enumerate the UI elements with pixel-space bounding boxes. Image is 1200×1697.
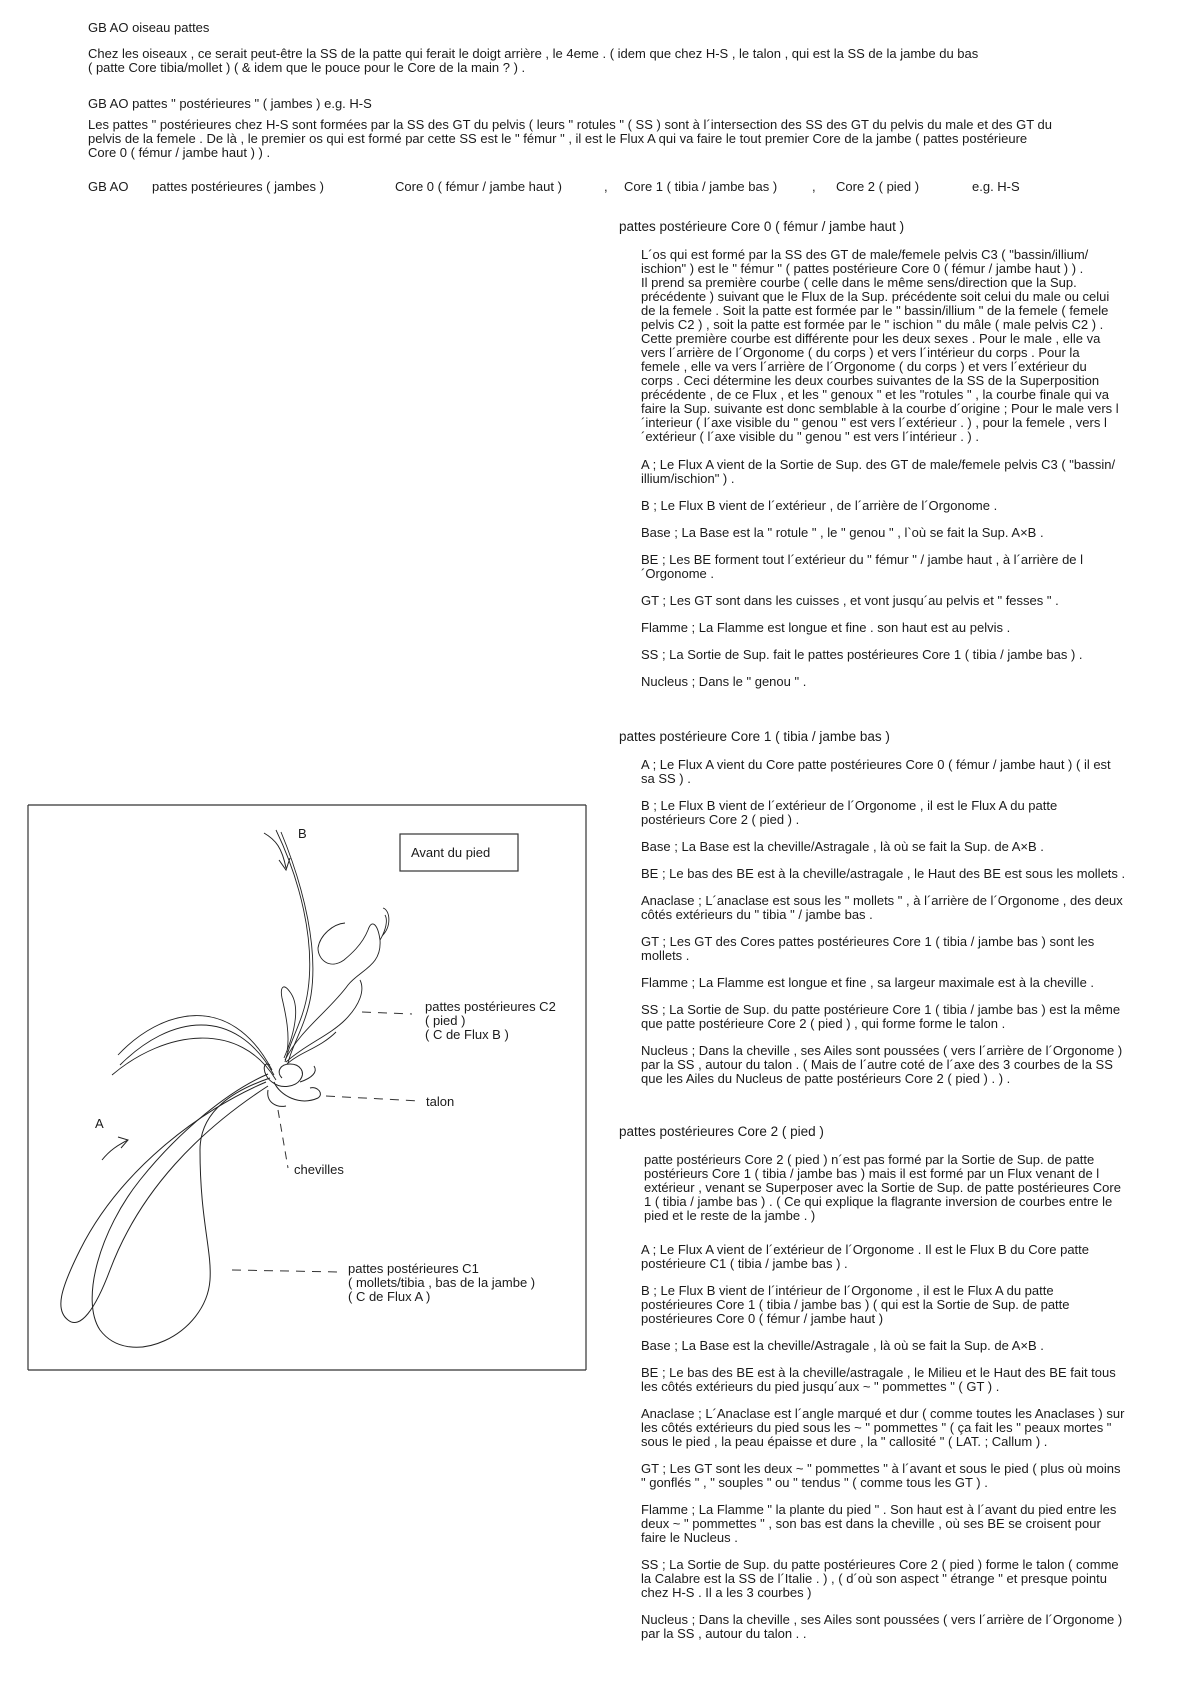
- core2-item-flamme: Flamme ; La Flamme " la plante du pied " . Son haut est à l´avant du pied entre les deux ~ " pommettes " , son bas est dans la cheville , où ses BE se croisent pour faire le Nucleus .: [641, 1502, 1117, 1545]
- section-core2-body: [641, 1153, 1196, 1654]
- section-core1-body: [641, 758, 1191, 1099]
- core1-item-ss: SS ; La Sortie de Sup. du patte postérieure Core 1 ( tibia / jambe bas ) est la même que patte postérieure Core 2 ( pied ) , qui forme forme le talon .: [641, 1002, 1121, 1031]
- core2-item-anaclase: Anaclase ; L´Anaclase est l´angle marqué et dur ( comme toutes les Anaclases ) sur les côtés extérieurs du pied sous les ~ " pommettes " ( ça fait les " peaux mortes " sous le pied , la peau épaisse et dure , la " callosité " ( LAT. ; Callum ) .: [641, 1406, 1125, 1449]
- core1-item-anaclase: Anaclase ; L´anaclase est sous les " mollets " , à l´arrière de l´Orgonome , des deux côtés extérieurs du " tibia " / jambe bas .: [641, 893, 1123, 922]
- row-gb-ao: GB AO: [88, 179, 129, 194]
- label-c1-line: ( mollets/tibia , bas de la jambe ): [348, 1275, 536, 1290]
- label-c1-line: ( C de Flux A ): [348, 1289, 431, 1304]
- label-c2-line: pattes postérieures C2: [425, 999, 556, 1014]
- leader-chevilles: [278, 1110, 288, 1168]
- core2-item-gt: GT ; Les GT sont les deux ~ " pommettes " à l´avant et sous le pied ( plus où moins " gonflés " , " souples " ou " tendus " ( comme tous les GT ) .: [641, 1461, 1121, 1490]
- core1-item-a: A ; Le Flux A vient du Core patte postérieures Core 0 ( fémur / jambe haut ) ( il est sa SS ) .: [641, 757, 1111, 786]
- row-core2: Core 2 ( pied ): [836, 179, 920, 194]
- tibia-calf-outline: [61, 1074, 270, 1347]
- core1-item-base: Base ; La Base est la cheville/Astragale , là où se fait la Sup. de A×B .: [641, 839, 1044, 854]
- flux-b-strands: [276, 830, 313, 1063]
- section-core1-title: pattes postérieure Core 1 ( tibia / jambe bas ): [619, 729, 890, 744]
- label-c2-line: ( C de Flux B ): [425, 1027, 509, 1042]
- label-c2-line: ( pied ): [425, 1013, 466, 1028]
- section-core2-intro: patte postérieurs Core 2 ( pied ) n´est pas formé par la Sortie de Sup. de patte postérieurs Core 1 ( tibia / jambe bas ) mais il est formé par un Flux venant de l extérieur , venant se Superposer avec la Sortie de Sup. de patte postérieures Core 1 ( tibia / jambe bas ) . ( Ce qui explique la flagrante inversion de courbes entre le pied et le reste de la jambe . ): [644, 1152, 1121, 1223]
- core2-item-b: B ; Le Flux B vient de l´intérieur de l´Orgonome , il est le Flux A du patte postérieures Core 1 ( tibia / jambe bas ) ( qui est la Sortie de Sup. de patte postérieures Core 0 ( fémur / jambe haut ): [641, 1283, 1070, 1326]
- header-title: GB AO oiseau pattes: [88, 20, 210, 35]
- core0-item-b: B ; Le Flux B vient de l´extérieur , de l´arrière de l´Orgonome .: [641, 498, 998, 513]
- section-core0-intro: L´os qui est formé par la SS des GT de male/femele pelvis C3 ( "bassin/illium/ ischion" ) est le " fémur " ( pattes postérieure Core 0 ( fémur / jambe haut ) ) . Il prend sa première courbe ( celle dans le même sens/direction que la Sup. précédente ) suivant que le Flux de la Sup. précédente soit celui du male ou celui de la femele . Soit la patte est formée par le " bassin/illium " de la femele ( femele pelvis C2 ) , soit la patte est formée par le " ischion " du mâle ( male pelvis C2 ) . Cette première courbe est différente pour les deux sexes . Pour le male , elle va vers l´arrière de l´Orgonome ( du corps ) et vers l´intérieur du corps . Pour la femele , elle va vers l´arrière de l´Orgonome ( du corps ) et vers l´extérieur du corps . Ceci détermine les deux courbes suivantes de la SS de la Superposition précédente , de ce Flux , et les " genoux " et les "rotules " , la courbe finale qui va faire la Sup. suivante est donc semblable à la courbe d´origine ; Pour le male vers l ´interieur ( l´axe visible du " genou " est vers l´extérieur . ) , pour la femele , vers l ´extérieur ( l´axe visible du " genou " est vers l´intérieur . ) .: [641, 247, 1119, 444]
- leader-talon: [326, 1096, 420, 1101]
- core0-item-a: A ; Le Flux A vient de la Sortie de Sup. des GT de male/femele pelvis C3 ( "bassin/ illium/ischion" ) .: [641, 457, 1116, 486]
- core0-item-ss: SS ; La Sortie de Sup. fait le pattes postérieures Core 1 ( tibia / jambe bas ) .: [641, 647, 1083, 662]
- label-chevilles: chevilles: [294, 1162, 344, 1177]
- flux-b-arrow: [264, 833, 286, 868]
- core1-item-flamme: Flamme ; La Flamme est longue et fine , sa largeur maximale est à la cheville .: [641, 975, 1095, 990]
- core2-item-a: A ; Le Flux A vient de l´extérieur de l´Orgonome . Il est le Flux B du Core patte postérieure C1 ( tibia / jambe bas ) .: [641, 1242, 1089, 1271]
- label-c1: [348, 1261, 535, 1304]
- avant-du-pied-label: Avant du pied: [411, 845, 491, 860]
- section-core0-body: [641, 248, 1191, 702]
- flux-a-strands: [112, 1016, 276, 1080]
- header-subtitle: GB AO pattes " postérieures " ( jambes ) e.g. H-S: [88, 96, 372, 111]
- label-c2: [425, 999, 556, 1042]
- core0-item-base: Base ; La Base est la " rotule " , le " genou " , l`où se fait la Sup. A×B .: [641, 525, 1044, 540]
- row-core1: Core 1 ( tibia / jambe bas ): [624, 179, 778, 194]
- core0-item-flamme: Flamme ; La Flamme est longue et fine . son haut est au pelvis .: [641, 620, 1011, 635]
- header-paragraph: Les pattes " postérieures chez H-S sont formées par la SS des GT du pelvis ( leurs " rotules " ( SS ) sont à l´intersection des SS des GT du pelvis du male et des GT du pelvis de la femele . De là , le premier os qui est formé par cette SS est le " fémur " , il est le Flux A qui va faire le tout premier Core de la jambe ( pattes postérieure Core 0 ( fémur / jambe haut ) ) .: [88, 117, 1053, 160]
- core1-item-nucleus: Nucleus ; Dans la cheville , ses Ailes sont poussées ( vers l´arrière de l´Orgonome ) par la SS , autour du talon . ( Mais de l´autre coté de l´axe des 3 courbes de la SS que les Ailes du Nucleus de patte postérieurs Core 2 ( pied ) . ) .: [641, 1043, 1123, 1086]
- core2-item-base: Base ; La Base est la cheville/Astragale , là où se fait la Sup. de A×B .: [641, 1338, 1044, 1353]
- core1-item-b: B ; Le Flux B vient de l´extérieur de l´Orgonome , il est le Flux A du patte postérieurs Core 2 ( pied ) .: [641, 798, 1058, 827]
- row-pattes: pattes postérieures ( jambes ): [152, 179, 324, 194]
- row-core0: Core 0 ( fémur / jambe haut ): [395, 179, 562, 194]
- core2-item-ss: SS ; La Sortie de Sup. du patte postérieures Core 2 ( pied ) forme le talon ( comme la Calabre est la SS de l´Italie . ) , ( d´où son aspect " étrange " et presque pointu chez H-S . Il a les 3 courbes ): [641, 1557, 1119, 1600]
- core1-item-gt: GT ; Les GT des Cores pattes postérieures Core 1 ( tibia / jambe bas ) sont les mollets .: [641, 934, 1095, 963]
- row-comma-1: ,: [604, 179, 608, 194]
- core0-item-nucleus: Nucleus ; Dans le " genou " .: [641, 674, 807, 689]
- core-summary-row: [0, 180, 1200, 196]
- row-comma-2: ,: [812, 179, 816, 194]
- core2-item-be: BE ; Le bas des BE est à la cheville/astragale , le Milieu et le Haut des BE fait tous les côtés extérieurs du pied jusqu´aux ~ " pommettes " ( GT ) .: [641, 1365, 1116, 1394]
- label-a: A: [95, 1116, 104, 1131]
- header-intro: Chez les oiseaux , ce serait peut-être la SS de la patte qui ferait le doigt arrière , le 4eme . ( idem que chez H-S , le talon , qui est la SS de la jambe du bas ( patte Core tibia/mollet ) ( & idem que le pouce pour le Core de la main ? ) .: [88, 46, 979, 75]
- leader-c2: [362, 1012, 412, 1014]
- label-talon: talon: [426, 1094, 455, 1109]
- core2-item-nucleus: Nucleus ; Dans la cheville , ses Ailes sont poussées ( vers l´arrière de l´Orgonome ) par la SS , autour du talon . .: [641, 1612, 1123, 1641]
- core1-item-be: BE ; Le bas des BE est à la cheville/astragale , le Haut des BE est sous les mollets .: [641, 866, 1126, 881]
- leg-foot-diagram: [0, 790, 600, 1390]
- foot-lobes: [281, 908, 388, 1064]
- section-core0-title: pattes postérieure Core 0 ( fémur / jambe haut ): [619, 219, 905, 234]
- core0-item-gt: GT ; Les GT sont dans les cuisses , et vont jusqu´au pelvis et " fesses " .: [641, 593, 1059, 608]
- ankle-knot: [264, 1064, 320, 1106]
- leader-c1: [232, 1270, 340, 1272]
- flux-a-arrow: [102, 1140, 128, 1160]
- section-core2-title: pattes postérieures Core 2 ( pied ): [619, 1124, 824, 1139]
- label-c1-line: pattes postérieures C1: [348, 1261, 479, 1276]
- row-eg: e.g. H-S: [972, 179, 1020, 194]
- core0-item-be: BE ; Les BE forment tout l´extérieur du " fémur " / jambe haut , à l´arrière de l ´Orgonome .: [641, 552, 1084, 581]
- label-b: B: [298, 826, 307, 841]
